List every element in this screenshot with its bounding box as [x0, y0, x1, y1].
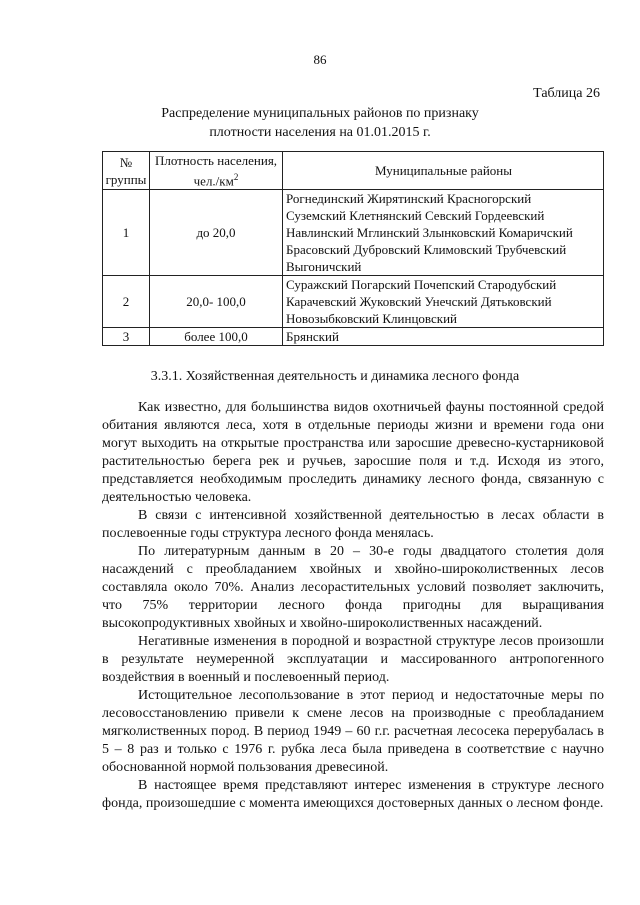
page-number: 86 — [313, 52, 327, 67]
paragraph: Как известно, для большинства видов охотничьей фауны постоянной средой обитания являются леса, хотя в отдельные периоды жизни и времени года они могут выходить на открытые пространства или заросшие древесно-кустарниковой растительностью берега рек и ручьев, заросшие поля и т.д. Исходя из этого, представляется необходимым проследить динамику лесного фонда, связанную с деятельностью человека. — [102, 400, 604, 505]
table-caption-line: плотности населения на 01.01.2015 г. — [209, 125, 431, 140]
table-label: Таблица 26 — [533, 86, 600, 101]
paragraph: В настоящее время представляют интерес изменения в структуре лесного фонда, произошедшие с момента имеющихся достоверных данных о лесном фонде. — [102, 778, 604, 811]
paragraph: Истощительное лесопользование в этот период и недостаточные меры по лесовосстановлению привели к смене лесов на производные с преобладанием мягколиственных пород. В период 1949 – 60 г.г. расчетная лесосека перерубалась в 5 – 8 раз и только с 1976 г. рубка леса была приведена в соответствие с научно обоснованной нормой пользования древесиной. — [102, 688, 604, 775]
cell-density: 20,0- 100,0 — [150, 276, 283, 328]
table-row — [103, 190, 604, 276]
district-line: Навлинский Мглинский Злынковский Комаричский — [286, 225, 573, 241]
cell-districts — [283, 328, 604, 346]
district-line: Новозыбковский Клинцовский — [286, 311, 457, 327]
table-row — [103, 276, 604, 328]
density-table — [102, 151, 604, 346]
header-line: № — [119, 154, 133, 170]
cell-density: до 20,0 — [150, 190, 283, 276]
paragraph: В связи с интенсивной хозяйственной деятельностью в лесах области в послевоенные годы структура лесного фонда менялась. — [102, 508, 604, 541]
header-density-superscript: 2 — [233, 172, 239, 182]
cell-group: 3 — [103, 328, 150, 346]
header-group-number — [103, 152, 150, 190]
table-caption-line: Распределение муниципальных районов по признаку — [161, 106, 479, 121]
cell-districts — [283, 190, 604, 276]
district-line: Рогнединский Жирятинский Красногорский — [286, 191, 532, 207]
district-line: Выгоничский — [286, 259, 362, 275]
body-text — [102, 399, 604, 813]
header-line — [152, 169, 280, 189]
table-caption — [0, 104, 640, 142]
section-heading: 3.3.1. Хозяйственная деятельность и динамика лесного фонда — [150, 369, 520, 384]
header-line: группы — [105, 171, 147, 187]
paragraph: Негативные изменения в породной и возрастной структуре лесов произошли в результате неумеренной эксплуатации и массированного антропогенного воздействия в военный и послевоенный период. — [102, 634, 604, 685]
cell-density: более 100,0 — [150, 328, 283, 346]
district-line: Суземский Клетнянский Севский Гордеевский — [286, 208, 545, 224]
header-density — [150, 152, 283, 190]
cell-group: 2 — [103, 276, 150, 328]
paragraph: По литературным данным в 20 – 30-е годы двадцатого столетия доля насаждений с преобладанием хвойных и хвойно-широколиственных лесов составляла около 70%. Анализ лесорастительных условий позволяет заключить, что 75% территории лесного фонда пригодны для выращивания высокопродуктивных хвойных и хвойно-широколиственных насаждений. — [102, 544, 604, 631]
district-line: Брасовский Дубровский Климовский Трубчевский — [286, 242, 567, 258]
cell-group: 1 — [103, 190, 150, 276]
district-line: Суражский Погарский Почепский Стародубский — [286, 277, 557, 293]
district-line: Карачевский Жуковский Унечский Дятьковский — [286, 294, 552, 310]
table-row — [103, 328, 604, 346]
district-line: Брянский — [286, 329, 339, 345]
header-line: Плотность населения, — [154, 153, 278, 168]
table-header-row — [103, 152, 604, 190]
header-density-unit: чел./км — [193, 173, 234, 189]
cell-districts — [283, 276, 604, 328]
header-districts: Муниципальные районы — [283, 152, 604, 190]
